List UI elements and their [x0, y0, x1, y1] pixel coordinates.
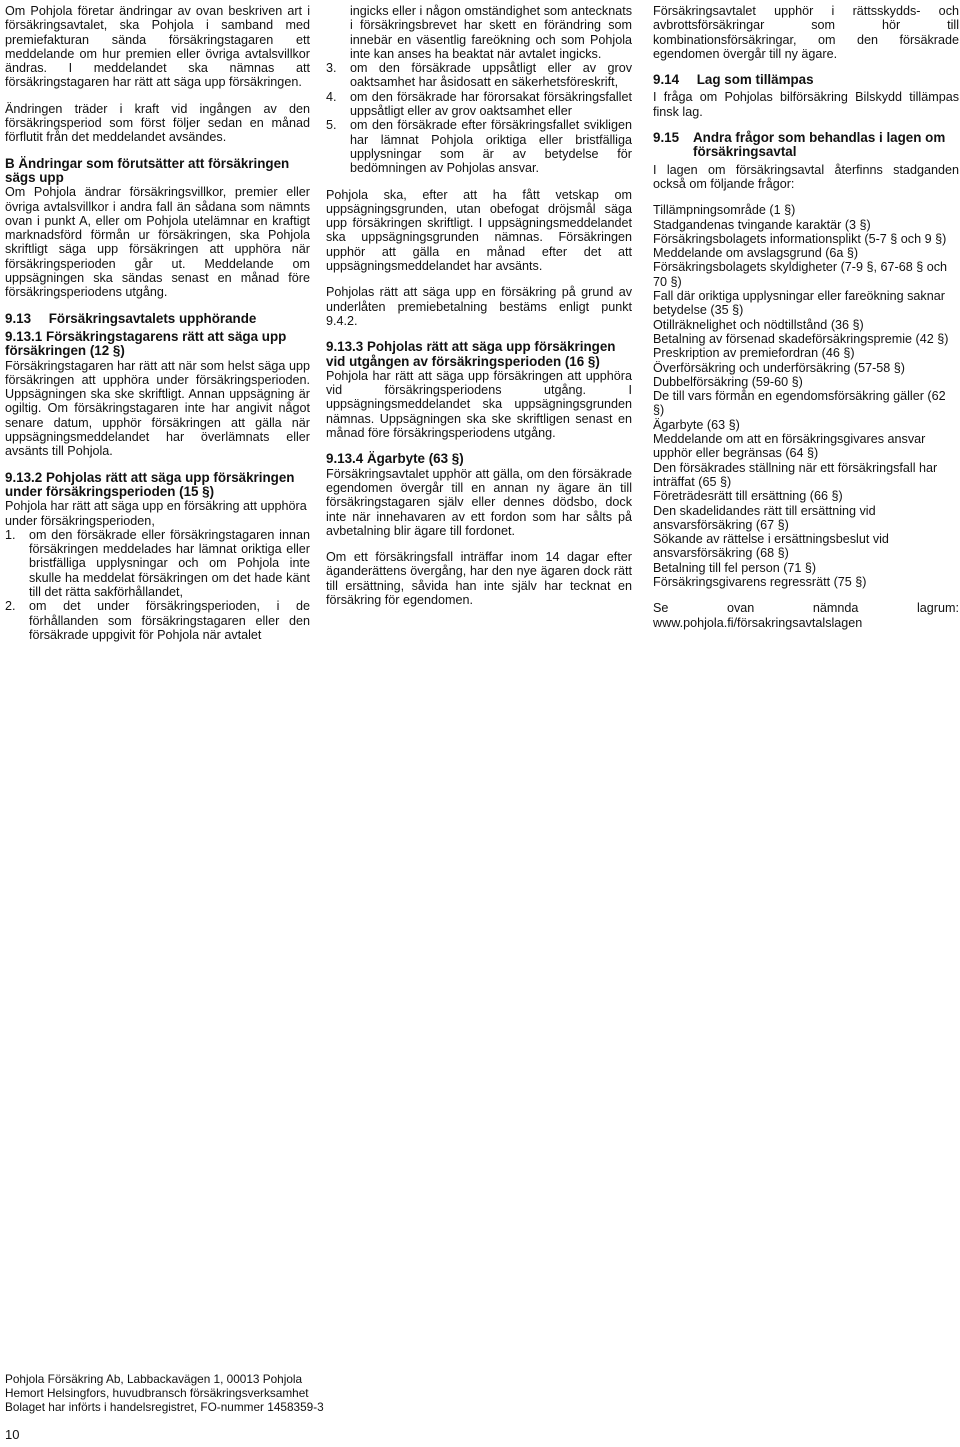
list-item: 4. om den försäkrade har förorsakat försäkringsfallet uppsåtligt eller av grov oaktsamhet eller	[326, 89, 632, 119]
list-item: 3. om den försäkrade uppsåtligt eller av grov oaktsamhet har åsidosatt en säkerhetsföreskrift,	[326, 61, 632, 90]
column-1	[5, 4, 310, 654]
law-item: Sökande av rättelse i ersättningsbeslut vid ansvarsförsäkring (68 §)	[653, 532, 889, 561]
heading-9-14-number: 9.14	[653, 72, 680, 88]
heading-9-13	[5, 312, 310, 326]
law-list	[653, 203, 959, 589]
heading-9-14	[653, 73, 959, 87]
heading-9-13-title: Försäkringsavtalets upphörande	[48, 310, 257, 326]
page-number: 10	[5, 1427, 20, 1442]
law-item: Den försäkrades ställning när ett försäkringsfall har inträffat (65 §)	[653, 460, 938, 489]
law-item: Meddelande om avslagsgrund (6a §)	[653, 246, 859, 261]
law-item: Tillämpningsområde (1 §)	[653, 203, 796, 218]
heading-b-changes: B Ändringar som förutsätter att försäkringen sägs upp	[5, 155, 290, 185]
law-item: Fall där oriktiga upplysningar eller fareökning saknar betydelse (35 §)	[653, 289, 945, 318]
heading-9-14-title: Lag som tillämpas	[696, 72, 814, 88]
law-item: Försäkringsbolagets skyldigheter (7-9 §, 67-68 § och 70 §)	[653, 260, 948, 289]
law-item: Stadgandenas tvingande karaktär (3 §)	[653, 217, 871, 232]
list-item: 5. om den försäkrade efter försäkringsfallet svikligen har lämnat Pohjola oriktiga eller bristfälliga upplysningar som är av betydelse för bedömningen av Pohjolas ansvar.	[326, 118, 632, 176]
paragraph-b-changes: Om Pohjola ändrar försäkringsvillkor, premier eller övriga avtalsvillkor i andra fall än sådana som nämnts ovan i punkt A, eller om Pohjola utelämnar en kraftigt marknadsförd förmån ur försäkringen, ska Pohjola skriftligt säga upp försäkringen att upphöra när försäkringsperioden går ut. Meddelande om uppsägningen ska sändas senast en månad före försäkringsperiodens utgång.	[5, 185, 310, 300]
heading-9-13-2: 9.13.2 Pohjolas rätt att säga upp försäkringen under försäkringsperioden (15 §)	[5, 469, 295, 499]
termination-list-b	[326, 4, 632, 176]
heading-9-15-number: 9.15	[653, 130, 680, 146]
column-2	[326, 4, 632, 619]
law-item: Betalning till fel person (71 §)	[653, 560, 817, 575]
footer-line-registry: Bolaget har införts i handelsregistret, FO-nummer 1458359-3	[5, 1399, 324, 1414]
paragraph-owner-change: Försäkringsavtalet upphör i rättsskydds- och avbrottsförsäkringar som hör till kombinationsförsäkringar, om den försäkrade egendomen övergår till ny ägare.	[653, 4, 959, 61]
heading-9-15	[653, 131, 959, 160]
company-footer	[5, 1373, 324, 1414]
list-item-continuation: ingicks eller i någon omständighet som antecknats i försäkringsbrevet har skett en förändring som innebär en väsentlig fareökning och som Pohjola inte kan anses ha beaktat när avtalet ingicks.	[350, 4, 632, 61]
paragraph-law-link: Se ovan nämnda lagrum: www.pohjola.fi/försakringsavtalslagen	[653, 601, 959, 630]
law-item: Betalning av försenad skadeförsäkringspremie (42 §)	[653, 331, 949, 346]
law-item: Ägarbyte (63 §)	[653, 417, 740, 432]
paragraph-9-14: I fråga om Pohjolas bilförsäkring Bilskydd tillämpas finsk lag.	[653, 90, 959, 119]
paragraph-premium-default: Pohjolas rätt att säga upp en försäkring på grund av underlåten premiebetalning bestäms enligt punkt 9.4.2.	[326, 285, 632, 328]
heading-9-13-number: 9.13	[5, 310, 32, 326]
law-item: Försäkringsgivarens regressrätt (75 §)	[653, 574, 867, 589]
paragraph-termination-notice: Pohjola ska, efter att ha fått vetskap om uppsägningsgrunden, utan obefogat dröjsmål säga upp försäkringen skriftligt. I uppsägningsmeddelandet ska uppsägningsgrunden nämnas. Försäkringen upphör att gälla en månad efter det att uppsägningsmeddelandet har avsänts.	[326, 187, 632, 274]
law-item: Meddelande om att en försäkringsgivares ansvar upphör eller begränsas (64 §)	[653, 432, 926, 461]
law-item: Den skadelidandes rätt till ersättning vid ansvarsförsäkring (67 §)	[653, 503, 876, 532]
termination-list-a	[5, 528, 310, 642]
footer-line-address: Pohjola Försäkring Ab, Labbackavägen 1, 00013 Pohjola	[5, 1372, 303, 1386]
law-item: De till vars förmån en egendomsförsäkring gäller (62 §)	[653, 389, 946, 418]
paragraph-9-13-2: Pohjola har rätt att säga upp en försäkring att upphöra under försäkringsperioden,	[5, 499, 307, 528]
law-item: Otillräknelighet och nödtillstånd (36 §)	[653, 317, 864, 332]
law-item: Överförsäkring och underförsäkring (57-58 §)	[653, 360, 905, 375]
paragraph-new-owner: Om ett försäkringsfall inträffar inom 14 dagar efter äganderättens övergång, har den nye ägaren dock rätt till ersättning, såvida han inte själv har tecknat en försäkring för egendomen.	[326, 550, 632, 607]
law-item: Dubbelförsäkring (59-60 §)	[653, 374, 803, 389]
list-item: 1. om den försäkrade eller försäkringstagaren innan försäkringen meddelades har lämnat oriktiga eller bristfälliga upplysningar och om Pohjola inte skulle ha meddelat försäkringen om det hade känt till det rätta sakförhållandet,	[5, 527, 310, 599]
heading-9-13-1: 9.13.1 Försäkringstagarens rätt att säga upp försäkringen (12 §)	[5, 328, 287, 359]
law-item: Preskription av premiefordran (46 §)	[653, 346, 855, 361]
paragraph-9-13-1: Försäkringstagaren har rätt att när som helst säga upp försäkringen att upphöra under försäkringsperioden. Uppsägningen ska ske skriftligt. Annan uppsägning är ogiltig. Om försäkringstagaren inte har angivit något senare datum, upphör försäkringen att gälla när uppsägningsmeddelandet har överlämnats eller avsänts till Pohjola.	[5, 358, 310, 459]
law-item: Försäkringsbolagets informationsplikt (5-7 § och 9 §)	[653, 231, 947, 246]
heading-9-15-title: Andra frågor som behandlas i lagen om försäkringsavtal	[693, 130, 946, 160]
paragraph-change-effective: Ändringen träder i kraft vid ingången av den försäkringsperiod som först följer sedan en månad förflutit från det meddelandet avsändes.	[5, 101, 310, 145]
list-item: 2. om det under försäkringsperioden, i de förhållanden som försäkringstagaren eller den försäkrade uppgivit för Pohjola när avtalet	[5, 599, 310, 642]
heading-9-13-3: 9.13.3 Pohjolas rätt att säga upp försäkringen vid utgången av försäkringsperioden (16 §)	[326, 339, 616, 369]
column-3	[653, 4, 959, 642]
paragraph-change-notice: Om Pohjola företar ändringar av ovan beskriven art i försäkringsavtalet, ska Pohjola i samband med premiefakturan sända försäkringstagaren ett meddelande om hur premien eller övriga avtalsvillkor ändras. I meddelandet ska nämnas att försäkringstagaren har rätt att säga upp försäkringen.	[5, 4, 310, 90]
paragraph-9-13-4: Försäkringsavtalet upphör att gälla, om den försäkrade egendomen övergår till en annan ny ägare än till försäkringstagaren själv eller dennes dödsbo, dock inte när innehavaren av ett fordon som har sålts på avbetalning blir ägare till fordonet.	[326, 466, 632, 538]
footer-line-domicile: Hemort Helsingfors, huvudbransch försäkringsverksamhet	[5, 1385, 309, 1400]
paragraph-9-15: I lagen om försäkringsavtal återfinns stadganden också om följande frågor:	[653, 162, 959, 191]
paragraph-9-13-3: Pohjola har rätt att säga upp försäkringen att upphöra vid försäkringsperiodens utgång. I uppsägningsmeddelandet ska uppsägningsgrunden nämnas. Uppsägningen ska ske skriftligen senast en månad före försäkringsperiodens utgång.	[326, 368, 632, 441]
heading-9-13-4: 9.13.4 Ägarbyte (63 §)	[326, 451, 464, 467]
law-item: Företrädesrätt till ersättning (66 §)	[653, 489, 843, 504]
